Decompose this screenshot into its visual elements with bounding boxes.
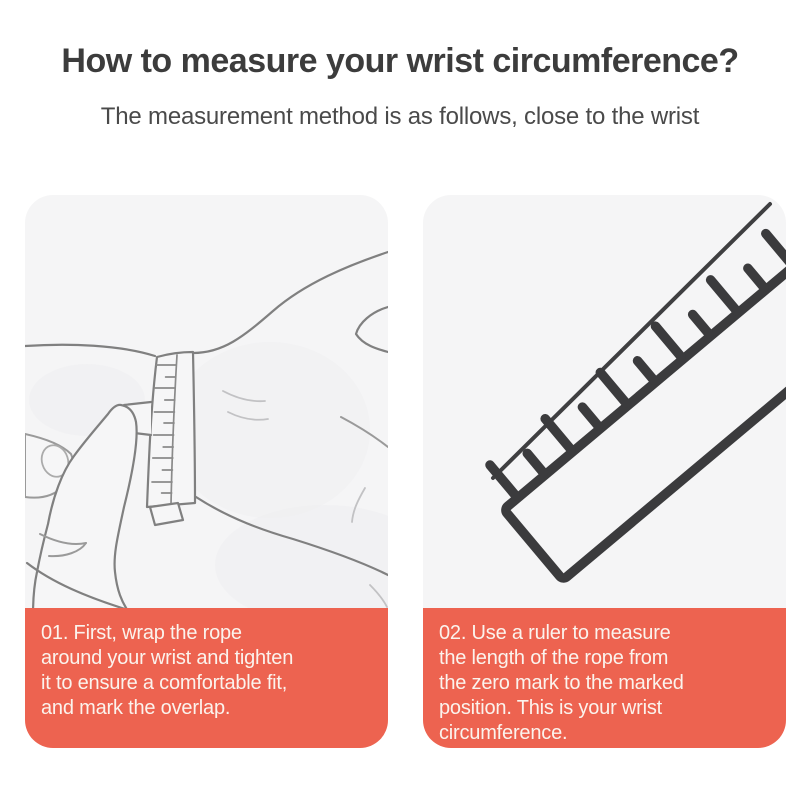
caption-line: it to ensure a comfortable fit, bbox=[41, 671, 288, 694]
caption-line: the zero mark to the marked bbox=[439, 671, 684, 694]
step-card-1 bbox=[25, 195, 388, 748]
step-2-illustration-area bbox=[423, 195, 786, 608]
ruler-body bbox=[476, 200, 786, 580]
caption-line: 02. Use a ruler to measure bbox=[439, 621, 671, 644]
steps-container bbox=[0, 195, 800, 748]
step-2-caption bbox=[423, 608, 786, 748]
caption-line: the length of the rope from bbox=[439, 646, 669, 669]
caption-line: position. This is your wrist bbox=[439, 696, 662, 719]
page-title: How to measure your wrist circumference? bbox=[61, 42, 739, 80]
ruler-tick-marks bbox=[490, 210, 786, 495]
caption-line: around your wrist and tighten bbox=[41, 646, 294, 669]
caption-line: 01. First, wrap the rope bbox=[41, 621, 242, 644]
step-1-illustration-area bbox=[25, 195, 388, 608]
caption-line: and mark the overlap. bbox=[41, 696, 231, 719]
caption-line: circumference. bbox=[439, 721, 568, 744]
tape-end-tail bbox=[150, 503, 183, 525]
page-subtitle: The measurement method is as follows, close to the wrist bbox=[100, 103, 700, 131]
step-card-2 bbox=[423, 195, 786, 748]
header bbox=[0, 0, 800, 131]
hand-wrist-tape-illustration bbox=[25, 195, 388, 608]
step-1-caption bbox=[25, 608, 388, 748]
ruler-illustration bbox=[423, 195, 786, 608]
